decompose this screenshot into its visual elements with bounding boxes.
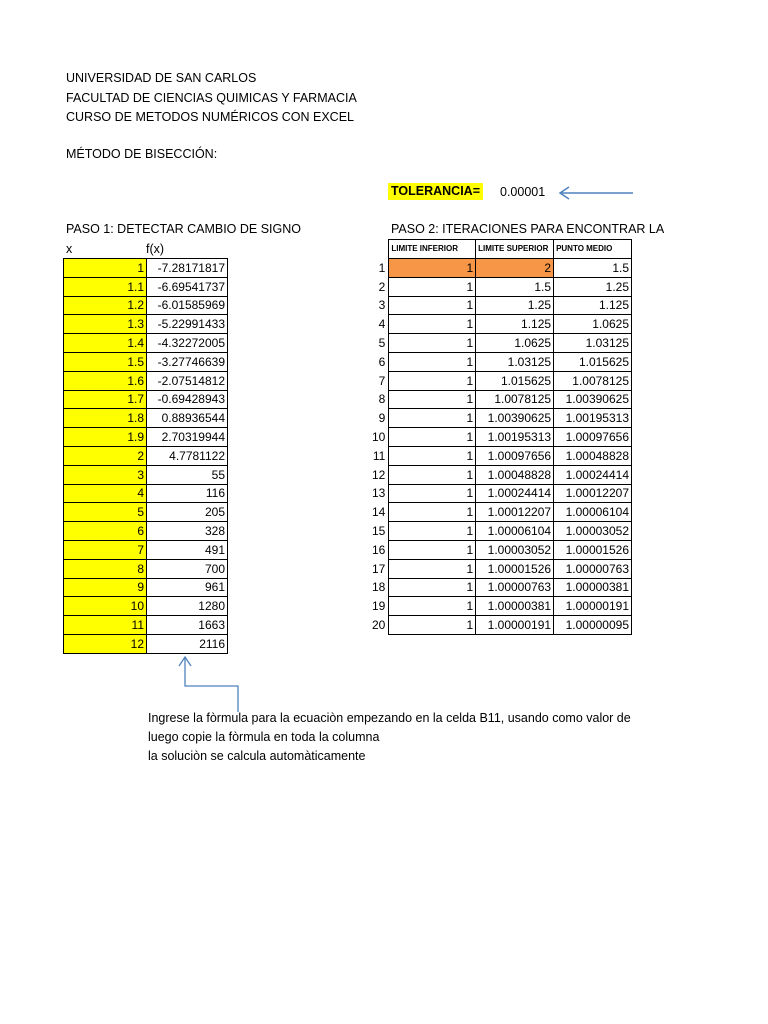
sign-change-table <box>63 258 228 654</box>
limite-inferior-cell[interactable]: 1 <box>389 277 476 296</box>
table-row <box>368 277 632 296</box>
col-punto-medio: PUNTO MEDIO <box>554 240 632 259</box>
table-row <box>368 540 632 559</box>
fx-value-cell[interactable]: -0.69428943 <box>147 390 228 409</box>
x-value-cell[interactable]: 11 <box>64 616 147 635</box>
limite-superior-cell[interactable]: 1.00012207 <box>476 503 554 522</box>
punto-medio-cell[interactable]: 1.0625 <box>554 315 632 334</box>
punto-medio-cell[interactable]: 1.015625 <box>554 352 632 371</box>
fx-value-cell[interactable]: 328 <box>147 522 228 541</box>
row-number-header <box>368 240 389 259</box>
table-row <box>368 296 632 315</box>
x-value-cell[interactable]: 1.5 <box>64 352 147 371</box>
limite-inferior-cell[interactable]: 1 <box>389 371 476 390</box>
fx-value-cell[interactable]: 205 <box>147 503 228 522</box>
punto-medio-cell[interactable]: 1.00024414 <box>554 465 632 484</box>
x-value-cell[interactable]: 1.1 <box>64 277 147 296</box>
punto-medio-cell[interactable]: 1.00001526 <box>554 540 632 559</box>
punto-medio-cell[interactable]: 1.0078125 <box>554 371 632 390</box>
x-value-cell[interactable]: 5 <box>64 503 147 522</box>
fx-value-cell[interactable]: -5.22991433 <box>147 315 228 334</box>
x-value-cell[interactable]: 1.8 <box>64 409 147 428</box>
limite-superior-cell[interactable]: 1.015625 <box>476 371 554 390</box>
limite-superior-cell[interactable]: 1.125 <box>476 315 554 334</box>
limite-superior-cell[interactable]: 1.00000763 <box>476 578 554 597</box>
iteration-number: 20 <box>371 618 386 633</box>
fx-value-cell[interactable]: 491 <box>147 540 228 559</box>
iterations-table <box>368 239 632 635</box>
table-row <box>368 371 632 390</box>
fx-value-cell[interactable]: 2116 <box>147 634 228 653</box>
step1-col-x: x <box>66 242 73 256</box>
table-row <box>368 522 632 541</box>
iteration-number: 14 <box>371 505 386 520</box>
step1-title: PASO 1: DETECTAR CAMBIO DE SIGNO <box>66 222 301 236</box>
table-row <box>64 540 228 559</box>
limite-superior-cell[interactable]: 1.00003052 <box>476 540 554 559</box>
iteration-number: 16 <box>371 542 386 557</box>
table-row <box>368 465 632 484</box>
iteration-number: 15 <box>371 524 386 539</box>
table-row <box>368 259 632 278</box>
punto-medio-cell[interactable]: 1.25 <box>554 277 632 296</box>
table-row <box>64 352 228 371</box>
iteration-number: 11 <box>372 448 386 463</box>
x-value-cell[interactable]: 4 <box>64 484 147 503</box>
iteration-number: 10 <box>371 430 386 445</box>
x-value-cell[interactable]: 7 <box>64 540 147 559</box>
table-row <box>64 296 228 315</box>
limite-inferior-cell[interactable]: 1 <box>389 578 476 597</box>
fx-value-cell[interactable]: 0.88936544 <box>147 409 228 428</box>
punto-medio-cell[interactable]: 1.00003052 <box>554 522 632 541</box>
x-value-cell[interactable]: 1.3 <box>64 315 147 334</box>
limite-superior-cell[interactable]: 1.0625 <box>476 334 554 353</box>
iteration-number: 13 <box>371 486 386 501</box>
iteration-number: 8 <box>378 392 386 407</box>
table-row <box>368 315 632 334</box>
step2-title: PASO 2: ITERACIONES PARA ENCONTRAR LA <box>391 222 665 236</box>
table-row <box>368 616 632 635</box>
punto-medio-cell[interactable]: 1.00000763 <box>554 559 632 578</box>
note-line-3: la soluciòn se calcula automàticamente <box>148 749 366 763</box>
punto-medio-cell[interactable]: 1.5 <box>554 259 632 278</box>
arrow-up-icon <box>176 654 246 714</box>
iteration-number: 3 <box>378 298 386 313</box>
iteration-number: 9 <box>378 411 386 426</box>
limite-inferior-cell[interactable]: 1 <box>389 616 476 635</box>
table-row <box>368 503 632 522</box>
punto-medio-cell[interactable]: 1.03125 <box>554 334 632 353</box>
arrow-left-icon <box>555 184 635 204</box>
iteration-number: 4 <box>378 317 386 332</box>
x-value-cell[interactable]: 1.6 <box>64 371 147 390</box>
table-row <box>368 334 632 353</box>
punto-medio-cell[interactable]: 1.00006104 <box>554 503 632 522</box>
punto-medio-cell[interactable]: 1.00000191 <box>554 597 632 616</box>
limite-superior-cell[interactable]: 1.03125 <box>476 352 554 371</box>
fx-value-cell[interactable]: -2.07514812 <box>147 371 228 390</box>
x-value-cell[interactable]: 1 <box>64 259 147 278</box>
limite-inferior-cell[interactable]: 1 <box>389 259 476 278</box>
table-row <box>64 503 228 522</box>
fx-value-cell[interactable]: 700 <box>147 559 228 578</box>
iteration-number: 2 <box>378 279 386 294</box>
table-row <box>64 597 228 616</box>
fx-value-cell[interactable]: 55 <box>147 465 228 484</box>
table-row <box>368 446 632 465</box>
punto-medio-cell[interactable]: 1.00097656 <box>554 428 632 447</box>
limite-superior-cell[interactable]: 1.00195313 <box>476 428 554 447</box>
punto-medio-cell[interactable]: 1.00000095 <box>554 616 632 635</box>
punto-medio-cell[interactable]: 1.00012207 <box>554 484 632 503</box>
limite-superior-cell[interactable]: 1.00097656 <box>476 446 554 465</box>
limite-superior-cell[interactable]: 1.00000381 <box>476 597 554 616</box>
table-row <box>368 578 632 597</box>
table-row <box>64 390 228 409</box>
x-value-cell[interactable]: 8 <box>64 559 147 578</box>
x-value-cell[interactable]: 10 <box>64 597 147 616</box>
x-value-cell[interactable]: 2 <box>64 446 147 465</box>
limite-superior-cell[interactable]: 1.5 <box>476 277 554 296</box>
punto-medio-cell[interactable]: 1.125 <box>554 296 632 315</box>
table-row <box>64 559 228 578</box>
fx-value-cell[interactable]: 2.70319944 <box>147 428 228 447</box>
limite-inferior-cell[interactable]: 1 <box>389 352 476 371</box>
table-row <box>64 315 228 334</box>
iteration-number: 19 <box>371 599 386 614</box>
col-limite-superior: LIMITE SUPERIOR <box>476 240 554 259</box>
table-row <box>64 371 228 390</box>
fx-value-cell[interactable]: -3.27746639 <box>147 352 228 371</box>
header-university: UNIVERSIDAD DE SAN CARLOS <box>66 71 257 85</box>
limite-superior-cell[interactable]: 1.00001526 <box>476 559 554 578</box>
x-value-cell[interactable]: 6 <box>64 522 147 541</box>
x-value-cell[interactable]: 1.2 <box>64 296 147 315</box>
limite-superior-cell[interactable]: 1.00048828 <box>476 465 554 484</box>
tolerance-value[interactable]: 0.00001 <box>500 185 546 199</box>
table-row <box>368 559 632 578</box>
table-row <box>368 390 632 409</box>
limite-inferior-cell[interactable]: 1 <box>389 428 476 447</box>
punto-medio-cell[interactable]: 1.00048828 <box>554 446 632 465</box>
fx-value-cell[interactable]: -4.32272005 <box>147 334 228 353</box>
step1-col-fx: f(x) <box>146 242 165 256</box>
limite-inferior-cell[interactable]: 1 <box>389 597 476 616</box>
x-value-cell[interactable]: 9 <box>64 578 147 597</box>
fx-value-cell[interactable]: 4.7781122 <box>147 446 228 465</box>
table-row <box>368 597 632 616</box>
fx-value-cell[interactable]: -6.69541737 <box>147 277 228 296</box>
fx-value-cell[interactable]: 961 <box>147 578 228 597</box>
iteration-number: 7 <box>378 373 386 388</box>
x-value-cell[interactable]: 1.7 <box>64 390 147 409</box>
table-row <box>64 484 228 503</box>
x-value-cell[interactable]: 3 <box>64 465 147 484</box>
limite-inferior-cell[interactable]: 1 <box>389 522 476 541</box>
limite-inferior-cell[interactable]: 1 <box>389 315 476 334</box>
fx-value-cell[interactable]: -6.01585969 <box>147 296 228 315</box>
punto-medio-cell[interactable]: 1.00000381 <box>554 578 632 597</box>
limite-inferior-cell[interactable]: 1 <box>389 296 476 315</box>
iteration-number: 6 <box>378 354 386 369</box>
col-limite-inferior: LIMITE INFERIOR <box>389 240 476 259</box>
limite-superior-cell[interactable]: 1.00024414 <box>476 484 554 503</box>
punto-medio-cell[interactable]: 1.00195313 <box>554 409 632 428</box>
x-value-cell[interactable]: 1.4 <box>64 334 147 353</box>
header-faculty: FACULTAD DE CIENCIAS QUIMICAS Y FARMACIA <box>66 91 357 105</box>
limite-superior-cell[interactable]: 2 <box>476 259 554 278</box>
fx-value-cell[interactable]: 1280 <box>147 597 228 616</box>
table-row <box>64 334 228 353</box>
limite-inferior-cell[interactable]: 1 <box>389 503 476 522</box>
header-course: CURSO DE METODOS NUMÉRICOS CON EXCEL <box>66 110 355 124</box>
table-row <box>64 465 228 484</box>
table-row <box>368 409 632 428</box>
limite-superior-cell[interactable]: 1.0078125 <box>476 390 554 409</box>
table-row <box>64 277 228 296</box>
limite-superior-cell[interactable]: 1.25 <box>476 296 554 315</box>
limite-inferior-cell[interactable]: 1 <box>389 334 476 353</box>
fx-value-cell[interactable]: 1663 <box>147 616 228 635</box>
method-title: MÉTODO DE BISECCIÓN: <box>66 147 218 161</box>
tolerance-label: TOLERANCIA= <box>388 183 483 200</box>
table-row <box>64 578 228 597</box>
table-row <box>64 409 228 428</box>
limite-inferior-cell[interactable]: 1 <box>389 446 476 465</box>
table-row <box>64 634 228 653</box>
limite-superior-cell[interactable]: 1.00390625 <box>476 409 554 428</box>
note-line-1: Ingrese la fòrmula para la ecuaciòn empezando en la celda B11, usando como valor de <box>148 711 631 725</box>
limite-superior-cell[interactable]: 1.00000191 <box>476 616 554 635</box>
iteration-number: 12 <box>371 467 386 482</box>
table-row <box>368 428 632 447</box>
table-row <box>64 522 228 541</box>
x-value-cell[interactable]: 12 <box>64 634 147 653</box>
iteration-number: 17 <box>371 561 386 576</box>
iteration-number: 18 <box>371 580 386 595</box>
limite-inferior-cell[interactable]: 1 <box>389 484 476 503</box>
limite-inferior-cell[interactable]: 1 <box>389 540 476 559</box>
table-row <box>64 616 228 635</box>
table-row <box>368 352 632 371</box>
table-row <box>368 484 632 503</box>
note-line-2: luego copie la fòrmula en toda la columna <box>148 730 380 744</box>
table-row <box>64 428 228 447</box>
table-row <box>64 259 228 278</box>
limite-inferior-cell[interactable]: 1 <box>389 465 476 484</box>
punto-medio-cell[interactable]: 1.00390625 <box>554 390 632 409</box>
limite-inferior-cell[interactable]: 1 <box>389 409 476 428</box>
limite-superior-cell[interactable]: 1.00006104 <box>476 522 554 541</box>
limite-inferior-cell[interactable]: 1 <box>389 390 476 409</box>
fx-value-cell[interactable]: 116 <box>147 484 228 503</box>
iteration-number: 5 <box>378 336 386 351</box>
limite-inferior-cell[interactable]: 1 <box>389 559 476 578</box>
fx-value-cell[interactable]: -7.28171817 <box>147 259 228 278</box>
iteration-number: 1 <box>378 260 386 275</box>
x-value-cell[interactable]: 1.9 <box>64 428 147 447</box>
table-row <box>64 446 228 465</box>
